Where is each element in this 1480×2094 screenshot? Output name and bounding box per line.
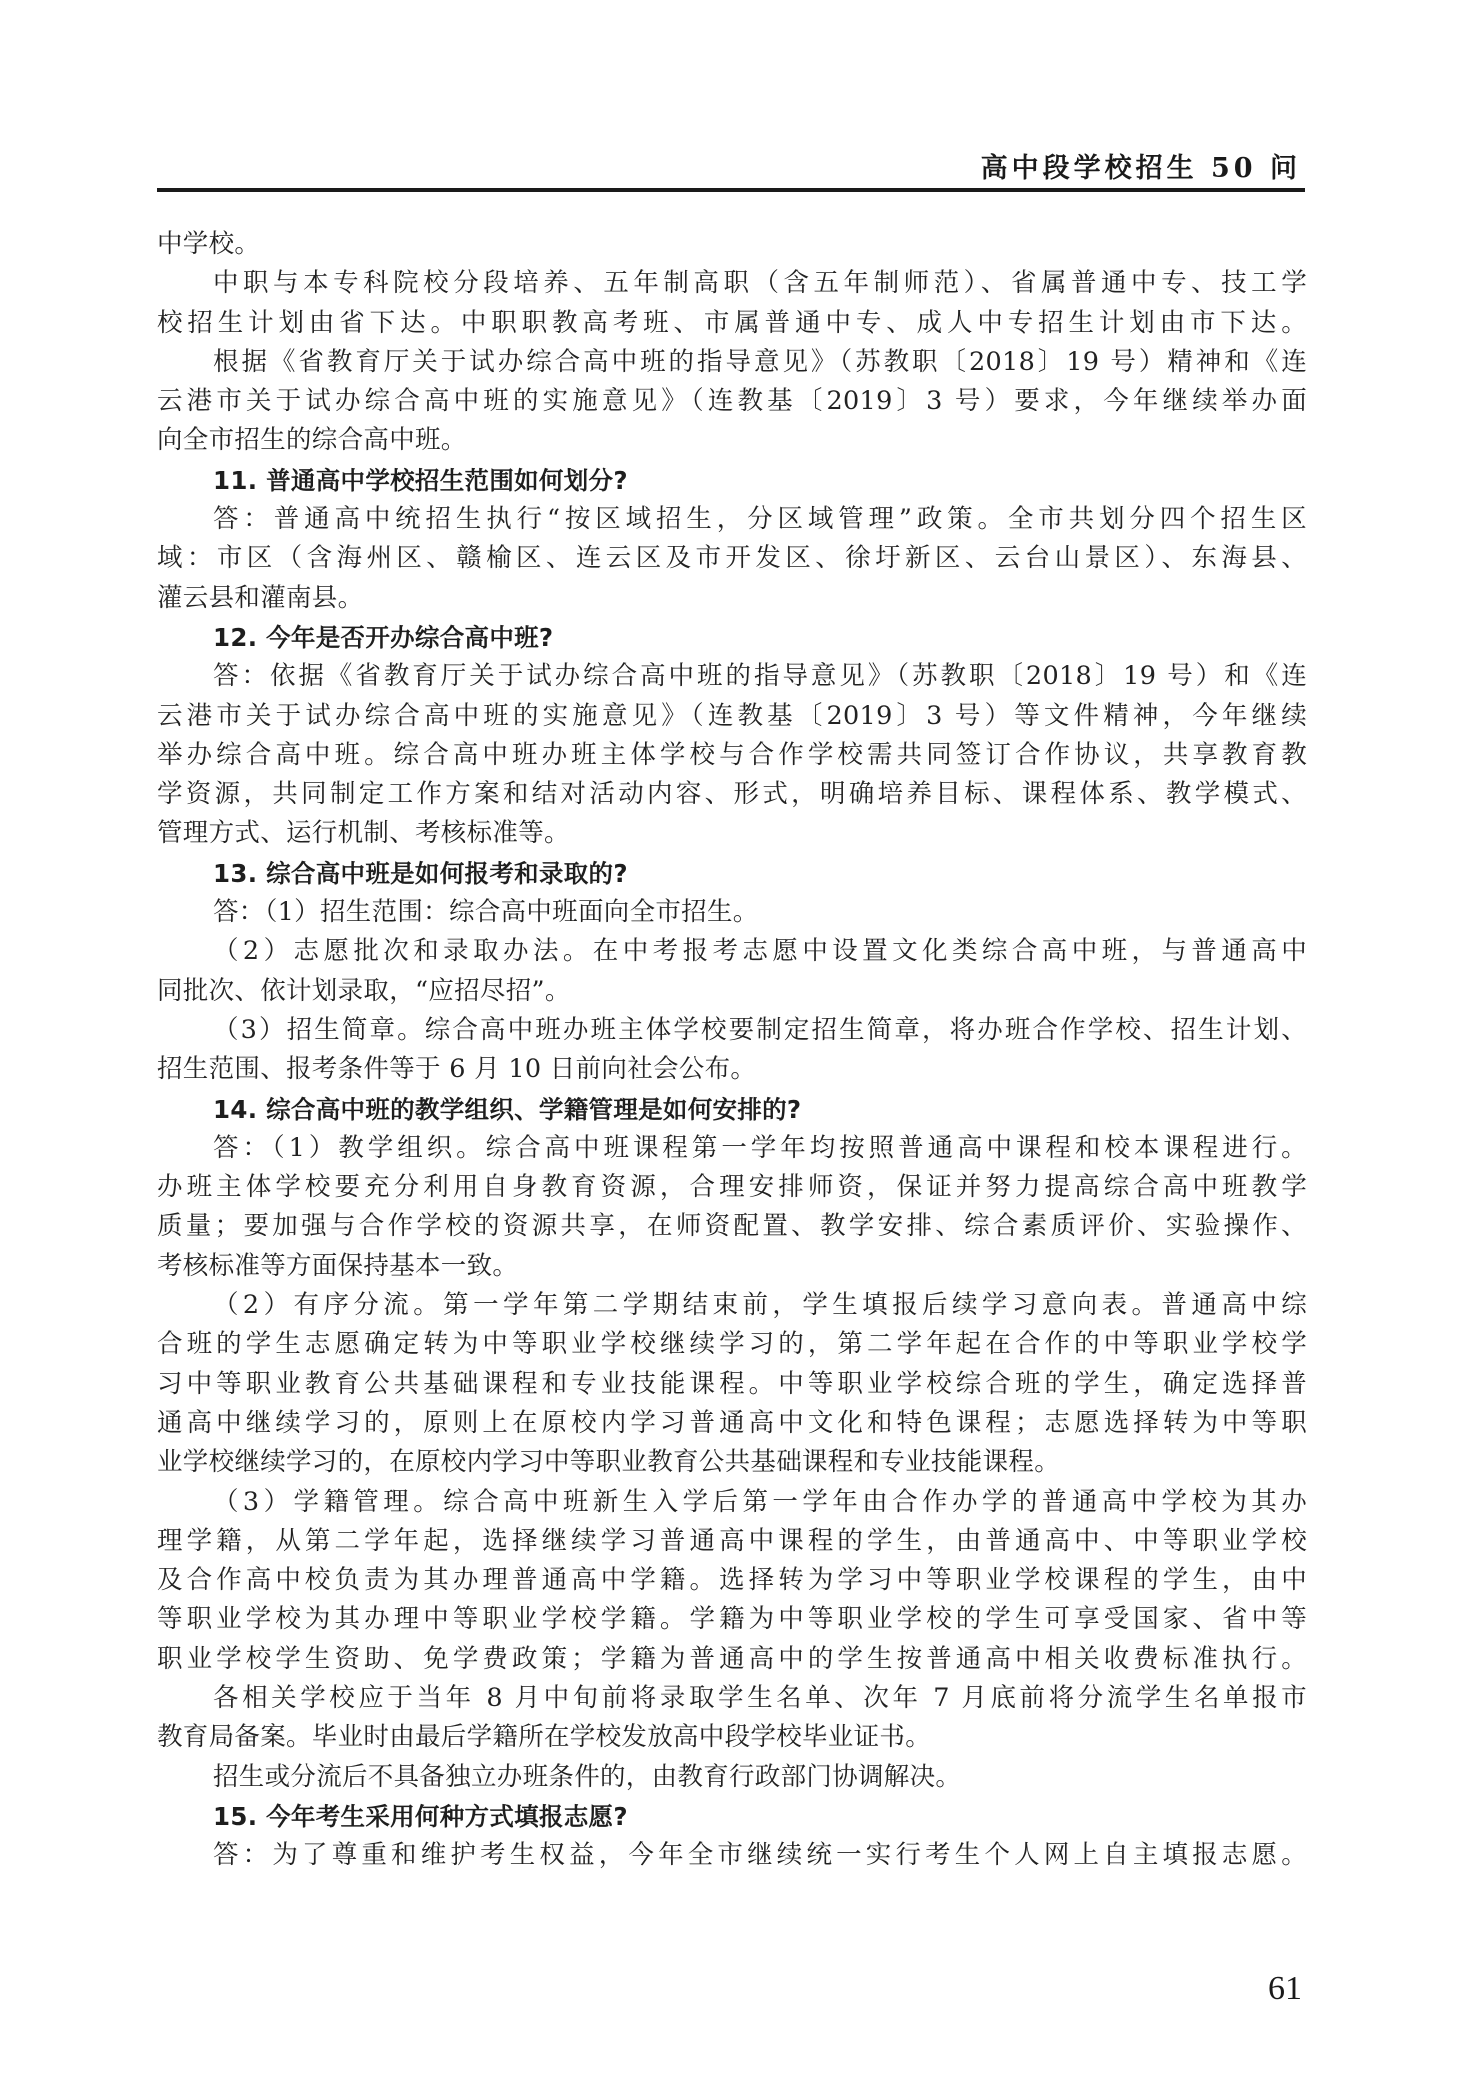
question-heading: 14. 综合高中班的教学组织、学籍管理是如何安排的? xyxy=(213,1094,802,1124)
text-line: 举办综合高中班。综合高中班办班主体学校与合作学校需共同签订合作协议，共享教育教 xyxy=(157,739,1307,770)
text-line: 及合作高中校负责为其办理普通高中学籍。选择转为学习中等职业学校课程的学生，由中 xyxy=(157,1565,1307,1596)
text-line: 中学校。 xyxy=(157,229,261,259)
text-line: 答：（1）教学组织。综合高中班课程第一学年均按照普通高中课程和校本课程进行。 xyxy=(213,1132,1307,1163)
text-line: 习中等职业教育公共基础课程和专业技能课程。中等职业学校综合班的学生，确定选择普 xyxy=(157,1368,1307,1399)
text-line: 招生或分流后不具备独立办班条件的，由教育行政部门协调解决。 xyxy=(213,1761,962,1792)
text-line: 云港市关于试办综合高中班的实施意见》（连教基〔2019〕3 号）要求，今年继续举办面 xyxy=(157,386,1307,417)
text-line: 考核标准等方面保持基本一致。 xyxy=(157,1250,519,1281)
text-line: 业学校继续学习的，在原校内学习中等职业教育公共基础课程和专业技能课程。 xyxy=(157,1447,1061,1478)
text-line: 答：为了尊重和维护考生权益，今年全市继续统一实行考生个人网上自主填报志愿。 xyxy=(213,1840,1307,1871)
text-line: 域：市区（含海州区、赣榆区、连云区及市开发区、徐圩新区、云台山景区）、东海县、 xyxy=(157,543,1307,574)
text-line: 云港市关于试办综合高中班的实施意见》（连教基〔2019〕3 号）等文件精神，今年继续 xyxy=(157,700,1307,731)
text-line: 根据《省教育厅关于试办综合高中班的指导意见》（苏教职〔2018〕19 号）精神和《连 xyxy=(213,346,1307,377)
running-head-title: 高中段学校招生 50 问 xyxy=(980,153,1301,184)
text-line: 通高中继续学习的，原则上在原校内学习普通高中文化和特色课程；志愿选择转为中等职 xyxy=(157,1407,1307,1438)
text-line: 等职业学校为其办理中等职业学校学籍。学籍为中等职业学校的学生可享受国家、省中等 xyxy=(157,1604,1307,1635)
text-line: 答：依据《省教育厅关于试办综合高中班的指导意见》（苏教职〔2018〕19 号）和《连 xyxy=(213,661,1307,692)
text-line: 招生范围、报考条件等于 6 月 10 日前向社会公布。 xyxy=(157,1054,757,1085)
text-line: 答：（1）招生范围：综合高中班面向全市招生。 xyxy=(213,897,759,928)
question-heading: 13. 综合高中班是如何报考和录取的? xyxy=(213,858,628,888)
body-text xyxy=(157,225,1307,1875)
text-line: 教育局备案。毕业时由最后学籍所在学校发放高中段学校毕业证书。 xyxy=(157,1722,932,1753)
text-line: （2）志愿批次和录取办法。在中考报考志愿中设置文化类综合高中班，与普通高中 xyxy=(213,936,1307,967)
text-line: 校招生计划由省下达。中职职教高考班、市属普通中专、成人中专招生计划由市下达。 xyxy=(157,307,1307,338)
text-line: （2）有序分流。第一学年第二学期结束前，学生填报后续学习意向表。普通高中综 xyxy=(213,1290,1307,1321)
text-line: 学资源，共同制定工作方案和结对活动内容、形式，明确培养目标、课程体系、教学模式、 xyxy=(157,779,1307,810)
text-line: 管理方式、运行机制、考核标准等。 xyxy=(157,818,570,849)
header-rule xyxy=(157,188,1305,192)
text-line: 答：普通高中统招生执行“按区域招生，分区域管理”政策。全市共划分四个招生区 xyxy=(213,504,1307,535)
text-line: 办班主体学校要充分利用自身教育资源，合理安排师资，保证并努力提高综合高中班教学 xyxy=(157,1172,1307,1203)
text-line: 向全市招生的综合高中班。 xyxy=(157,425,467,456)
text-line: 理学籍，从第二学年起，选择继续学习普通高中课程的学生，由普通高中、中等职业学校 xyxy=(157,1525,1307,1556)
text-line: 合班的学生志愿确定转为中等职业学校继续学习的，第二学年起在合作的中等职业学校学 xyxy=(157,1329,1307,1360)
running-head xyxy=(157,140,1305,192)
text-line: （3）招生简章。综合高中班办班主体学校要制定招生简章，将办班合作学校、招生计划、 xyxy=(213,1014,1307,1045)
question-heading: 11. 普通高中学校招生范围如何划分? xyxy=(213,465,628,495)
question-heading: 12. 今年是否开办综合高中班? xyxy=(213,622,554,652)
page-number: 61 xyxy=(1268,1970,1302,2007)
text-line: 质量；要加强与合作学校的资源共享，在师资配置、教学安排、综合素质评价、实验操作、 xyxy=(157,1211,1307,1242)
question-heading: 15. 今年考生采用何种方式填报志愿? xyxy=(213,1801,628,1831)
text-line: 各相关学校应于当年 8 月中旬前将录取学生名单、次年 7 月底前将分流学生名单报市 xyxy=(213,1682,1307,1713)
text-line: 同批次、依计划录取，“应招尽招”。 xyxy=(157,975,571,1006)
text-line: 灌云县和灌南县。 xyxy=(157,582,364,613)
text-line: 中职与本专科院校分段培养、五年制高职（含五年制师范）、省属普通中专、技工学 xyxy=(213,268,1307,299)
text-line: （3）学籍管理。综合高中班新生入学后第一学年由合作办学的普通高中学校为其办 xyxy=(213,1486,1307,1517)
text-line: 职业学校学生资助、免学费政策；学籍为普通高中的学生按普通高中相关收费标准执行。 xyxy=(157,1643,1307,1674)
